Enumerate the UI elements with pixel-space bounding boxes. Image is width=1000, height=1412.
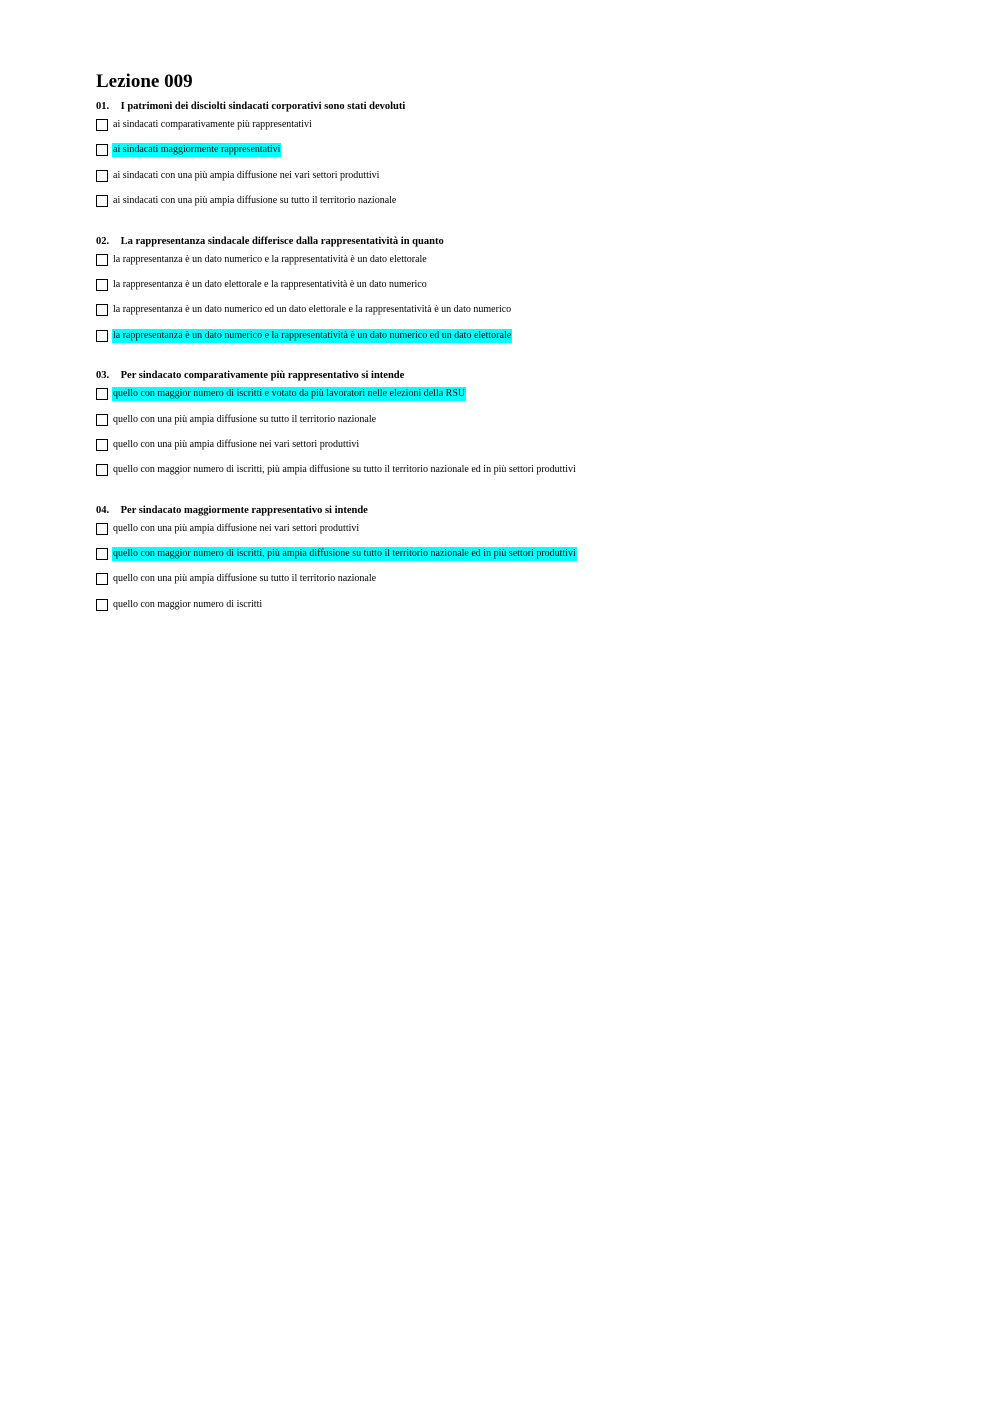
answer-text: quello con maggior numero di iscritti <box>113 598 263 610</box>
page-title: Lezione 009 <box>96 71 193 92</box>
answer-option[interactable] <box>96 304 916 329</box>
answer-checkbox[interactable] <box>96 279 108 291</box>
question-text: Per sindacato maggiormente rappresentativo si intende <box>120 504 368 516</box>
answer-text: ai sindacati con una più ampia diffusione su tutto il territorio nazionale <box>113 195 397 207</box>
answer-text: quello con maggior numero di iscritti, più ampia diffusione su tutto il territorio nazionale ed in più settori produttivi <box>113 464 576 476</box>
question-02 <box>96 235 916 356</box>
question-heading <box>96 504 916 518</box>
answer-checkbox[interactable] <box>96 119 108 131</box>
answer-text: la rappresentanza è un dato elettorale e la rappresentatività è un dato numerico <box>113 278 427 290</box>
answer-option[interactable] <box>96 170 916 195</box>
question-text: La rappresentanza sindacale differisce dalla rappresentatività in quanto <box>120 235 444 247</box>
answer-checkbox[interactable] <box>96 254 108 266</box>
answer-checkbox[interactable] <box>96 523 108 535</box>
answer-text: ai sindacati maggiormente rappresentativi <box>113 144 281 156</box>
answer-option[interactable] <box>96 144 916 169</box>
answer-text: ai sindacati con una più ampia diffusione nei vari settori produttivi <box>113 169 380 181</box>
answer-option[interactable] <box>96 414 916 439</box>
answer-option[interactable] <box>96 195 916 220</box>
answer-option[interactable] <box>96 548 916 573</box>
answer-checkbox[interactable] <box>96 144 108 156</box>
answer-text: quello con maggior numero di iscritti e votato da più lavoratori nelle elezioni della RSU <box>113 388 466 400</box>
question-text: I patrimoni dei disciolti sindacati corporativi sono stati devoluti <box>120 101 406 112</box>
answer-checkbox[interactable] <box>96 170 108 182</box>
answer-option[interactable] <box>96 119 916 144</box>
answer-checkbox[interactable] <box>96 330 108 342</box>
question-number: 04. <box>96 504 110 516</box>
question-04 <box>96 504 916 625</box>
question-heading <box>96 100 916 114</box>
question-03 <box>96 369 916 490</box>
answer-option[interactable] <box>96 388 916 413</box>
answer-checkbox[interactable] <box>96 304 108 316</box>
answer-option[interactable] <box>96 279 916 304</box>
answer-option[interactable] <box>96 599 916 624</box>
answer-checkbox[interactable] <box>96 195 108 207</box>
answer-option[interactable] <box>96 254 916 279</box>
answer-checkbox[interactable] <box>96 388 108 400</box>
answer-text: quello con una più ampia diffusione su tutto il territorio nazionale <box>113 573 377 585</box>
question-number: 03. <box>96 370 110 382</box>
question-heading <box>96 235 916 249</box>
answer-option[interactable] <box>96 523 916 548</box>
document-page <box>96 70 916 638</box>
answer-option[interactable] <box>96 330 916 355</box>
answer-option[interactable] <box>96 573 916 598</box>
answer-text: quello con maggior numero di iscritti, più ampia diffusione su tutto il territorio nazionale ed in più settori produttivi <box>113 548 576 560</box>
answer-text: ai sindacati comparativamente più rappresentativi <box>113 119 312 130</box>
answer-text: la rappresentanza è un dato numerico e la rappresentatività è un dato numerico ed un dato elettorale <box>113 329 512 341</box>
answer-checkbox[interactable] <box>96 548 108 560</box>
answer-option[interactable] <box>96 439 916 464</box>
question-number: 01. <box>96 101 110 112</box>
question-text: Per sindacato comparativamente più rappresentativo si intende <box>120 370 405 382</box>
answer-text: quello con una più ampia diffusione nei vari settori produttivi <box>113 522 360 534</box>
answer-text: quello con una più ampia diffusione nei vari settori produttivi <box>113 438 360 450</box>
answer-option[interactable] <box>96 464 916 489</box>
question-01 <box>96 100 916 221</box>
question-heading <box>96 369 916 383</box>
answer-text: la rappresentanza è un dato numerico ed un dato elettorale e la rappresentatività è un dato numerico <box>113 304 512 316</box>
answer-checkbox[interactable] <box>96 599 108 611</box>
answer-checkbox[interactable] <box>96 439 108 451</box>
answer-text: la rappresentanza è un dato numerico e la rappresentatività è un dato elettorale <box>113 253 427 265</box>
question-number: 02. <box>96 235 110 247</box>
answer-checkbox[interactable] <box>96 414 108 426</box>
answer-checkbox[interactable] <box>96 464 108 476</box>
answer-text: quello con una più ampia diffusione su tutto il territorio nazionale <box>113 413 377 425</box>
answer-checkbox[interactable] <box>96 573 108 585</box>
